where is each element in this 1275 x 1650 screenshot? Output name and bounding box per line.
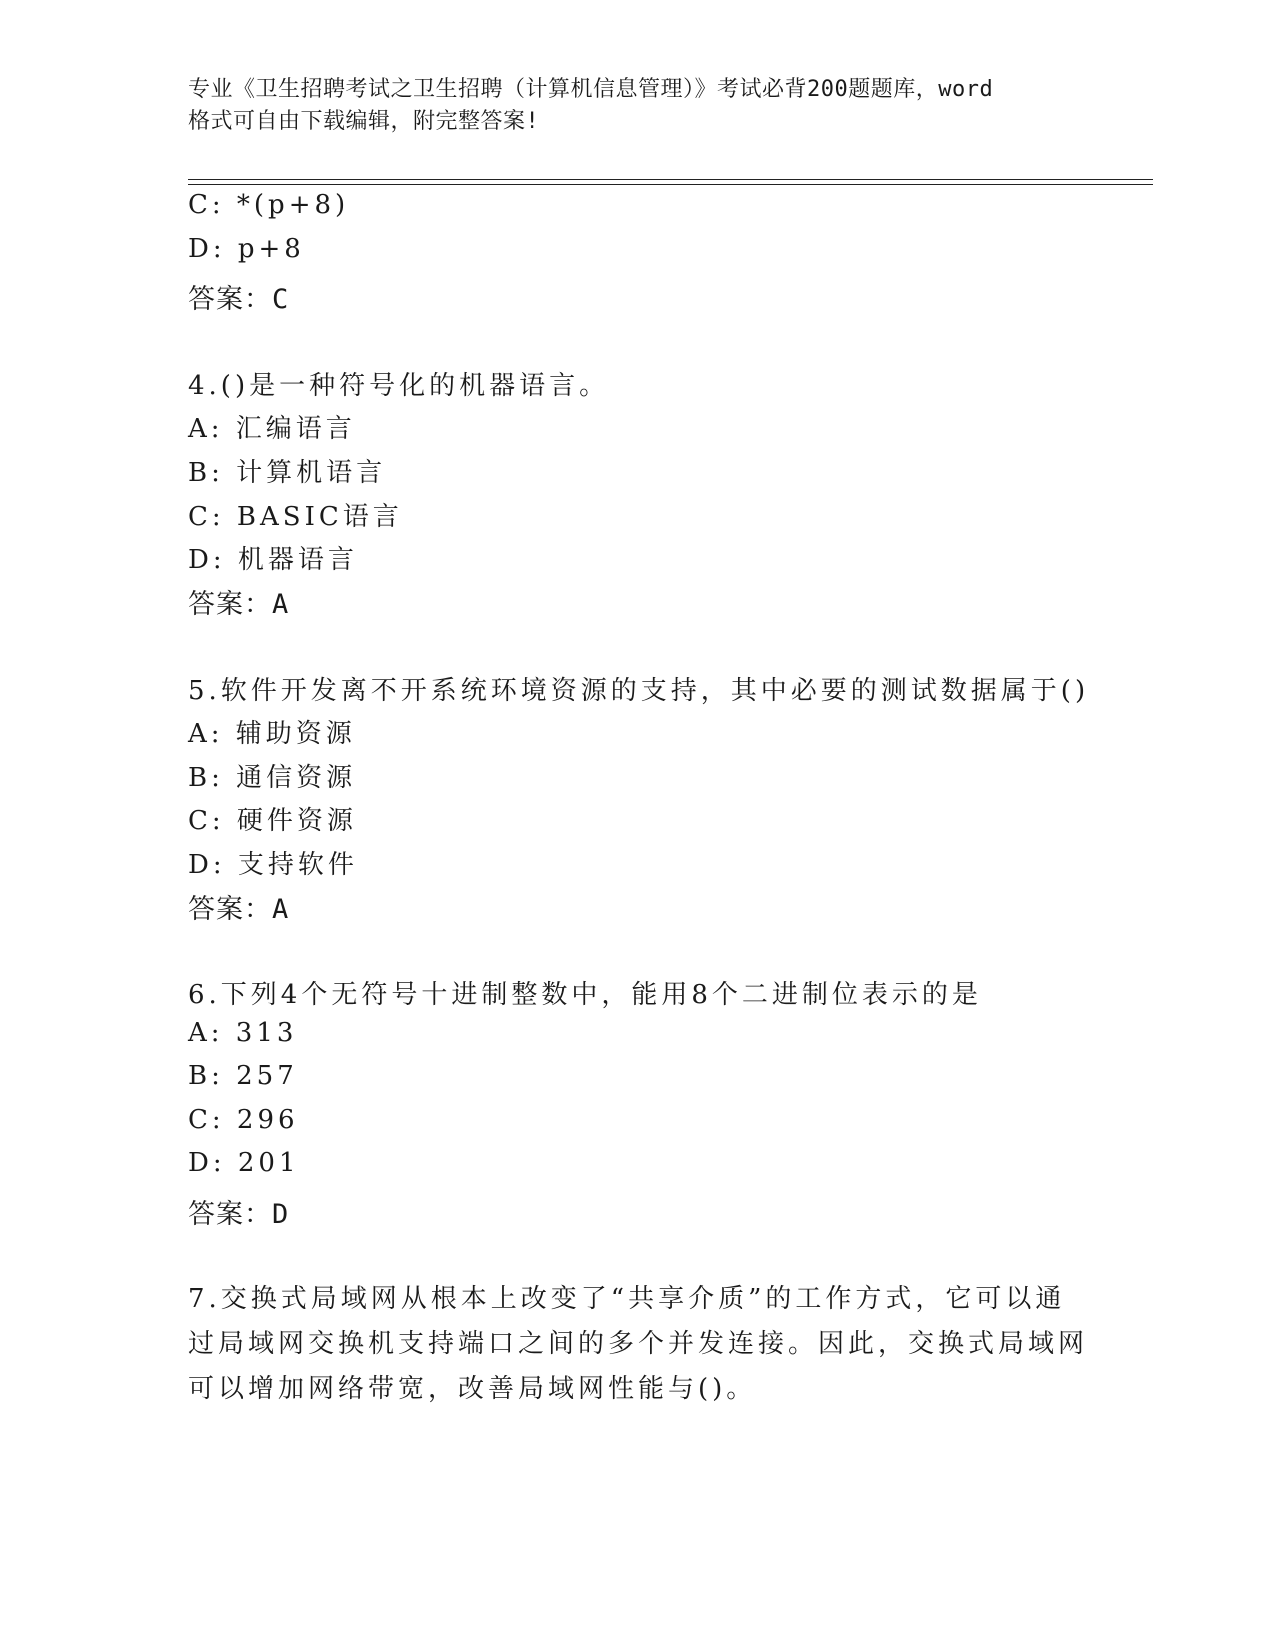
- q6-answer: 答案：D: [188, 1199, 290, 1230]
- q6-option-b: B: 257: [188, 1061, 298, 1091]
- q4-option-c: C: BASIC语言: [188, 502, 403, 532]
- q4-option-b: B: 计算机语言: [188, 458, 387, 488]
- header-divider-top: [188, 179, 1153, 180]
- q7-stem-line-2: 过局域网交换机支持端口之间的多个并发连接。因此，交换式局域网: [188, 1329, 1089, 1359]
- q7-stem-line-3: 可以增加网络带宽，改善局域网性能与()。: [188, 1374, 757, 1404]
- q3-option-c: C: *(p+8): [188, 190, 350, 220]
- q3-answer: 答案：C: [188, 284, 290, 315]
- header-title-line-2: 格式可自由下载编辑，附完整答案!: [188, 109, 540, 134]
- q3-option-d: D: p+8: [188, 234, 305, 264]
- q4-answer: 答案：A: [188, 589, 290, 620]
- q6-option-d: D: 201: [188, 1148, 300, 1178]
- q5-option-a: A: 辅助资源: [188, 719, 356, 749]
- q4-option-a: A: 汇编语言: [188, 414, 356, 444]
- q5-answer: 答案：A: [188, 894, 290, 925]
- header-divider-bottom: [188, 184, 1153, 185]
- q6-stem: 6.下列4个无符号十进制整数中，能用8个二进制位表示的是: [188, 980, 982, 1010]
- q4-option-d: D: 机器语言: [188, 545, 358, 575]
- q6-option-c: C: 296: [188, 1105, 299, 1135]
- q6-option-a: A: 313: [188, 1018, 298, 1048]
- header-title-line-1: 专业《卫生招聘考试之卫生招聘（计算机信息管理）》考试必背200题题库，word: [188, 77, 994, 102]
- q7-stem-line-1: 7.交换式局域网从根本上改变了“共享介质”的工作方式，它可以通: [188, 1284, 1066, 1314]
- q5-option-c: C: 硬件资源: [188, 806, 357, 836]
- q5-option-d: D: 支持软件: [188, 850, 358, 880]
- document-header: [188, 74, 1088, 138]
- q5-stem: 5.软件开发离不开系统环境资源的支持，其中必要的测试数据属于(): [188, 676, 1090, 706]
- q5-option-b: B: 通信资源: [188, 763, 357, 793]
- q4-stem: 4.()是一种符号化的机器语言。: [188, 371, 610, 401]
